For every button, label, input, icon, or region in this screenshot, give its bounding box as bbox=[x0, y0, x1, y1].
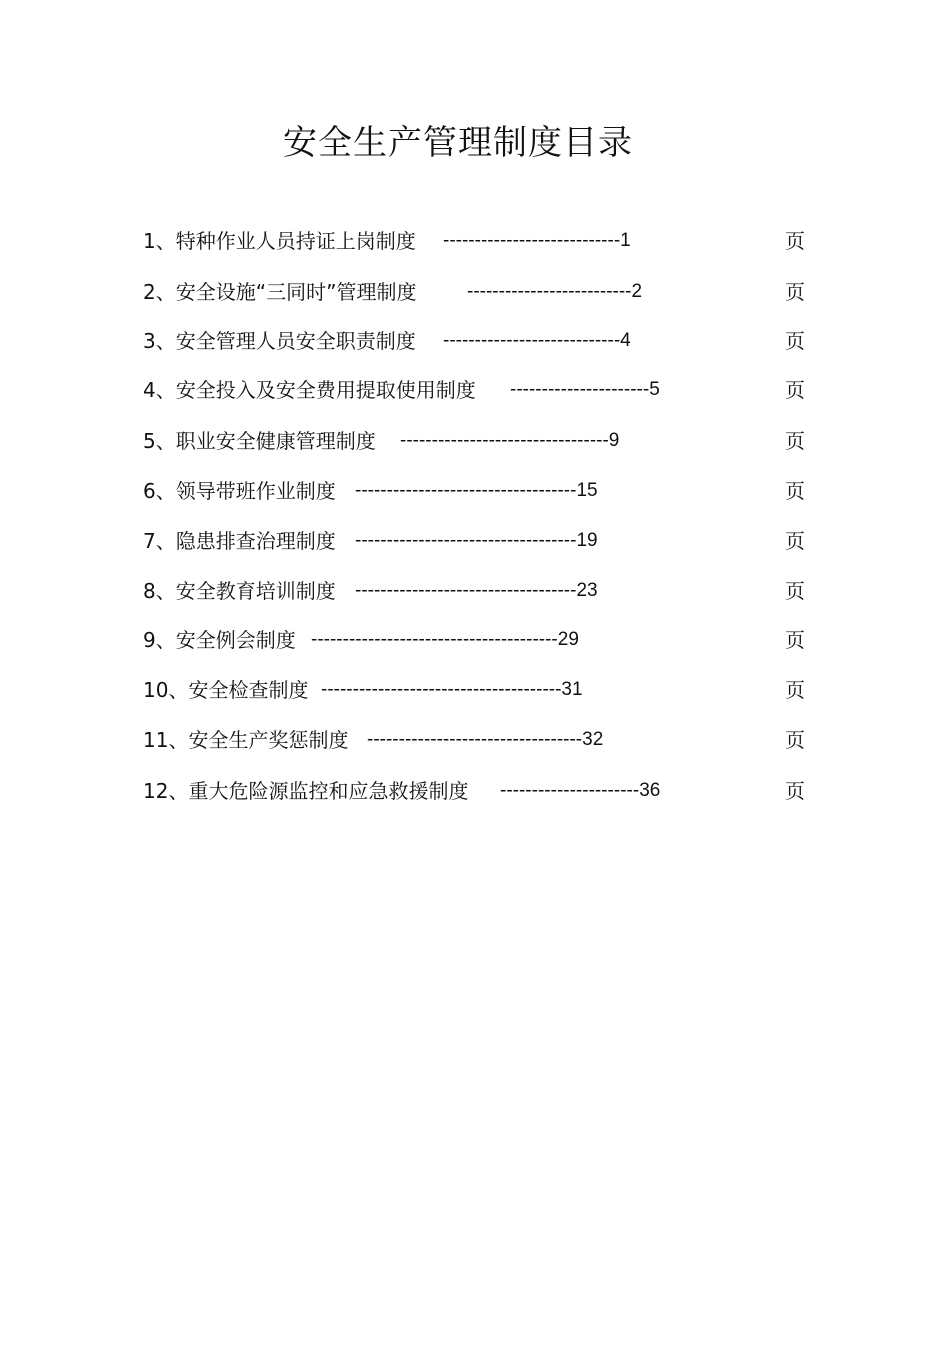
toc-entry-3 bbox=[143, 327, 823, 355]
toc-entry-page-suffix: 页 bbox=[785, 280, 805, 304]
toc-entry-page-suffix: 页 bbox=[785, 378, 805, 402]
toc-entry-leader: -----------------------------------19 bbox=[355, 530, 598, 551]
toc-entry-label: 6、领导带班作业制度 bbox=[143, 479, 336, 503]
toc-entry-5 bbox=[143, 427, 823, 455]
toc-entry-9 bbox=[143, 626, 823, 654]
toc-entry-page-suffix: 页 bbox=[785, 479, 805, 503]
toc-entry-2 bbox=[143, 278, 823, 306]
toc-entry-1 bbox=[143, 227, 823, 255]
toc-entry-11 bbox=[143, 726, 823, 754]
toc-entry-page-suffix: 页 bbox=[785, 229, 805, 253]
toc-entry-label: 8、安全教育培训制度 bbox=[143, 579, 336, 603]
toc-entry-label: 12、重大危险源监控和应急救援制度 bbox=[143, 779, 469, 803]
toc-entry-page-suffix: 页 bbox=[785, 529, 805, 553]
toc-entry-label: 10、安全检查制度 bbox=[143, 678, 309, 702]
toc-entry-label: 11、安全生产奖惩制度 bbox=[143, 728, 349, 752]
toc-entry-label: 4、安全投入及安全费用提取使用制度 bbox=[143, 378, 476, 402]
toc-entry-leader: --------------------------------------31 bbox=[321, 679, 583, 700]
toc-entry-leader: ----------------------------------32 bbox=[367, 729, 604, 750]
toc-entry-label: 3、安全管理人员安全职责制度 bbox=[143, 329, 416, 353]
toc-entry-leader: ----------------------36 bbox=[500, 780, 661, 801]
toc-entry-leader: -----------------------------------23 bbox=[355, 580, 598, 601]
toc-entry-leader: ----------------------5 bbox=[510, 379, 660, 400]
toc-entry-page-suffix: 页 bbox=[785, 779, 805, 803]
toc-entry-page-suffix: 页 bbox=[785, 728, 805, 752]
toc-entry-page-suffix: 页 bbox=[785, 579, 805, 603]
toc-entry-7 bbox=[143, 527, 823, 555]
toc-entry-page-suffix: 页 bbox=[785, 329, 805, 353]
toc-entry-label: 1、特种作业人员持证上岗制度 bbox=[143, 229, 416, 253]
toc-entry-leader: -----------------------------------15 bbox=[355, 480, 598, 501]
toc-entry-leader: ---------------------------------9 bbox=[400, 430, 620, 451]
page-title: 安全生产管理制度目录 bbox=[283, 123, 633, 163]
toc-entry-leader: ----------------------------1 bbox=[443, 230, 631, 251]
toc-entry-page-suffix: 页 bbox=[785, 429, 805, 453]
toc-entry-label: 9、安全例会制度 bbox=[143, 628, 296, 652]
toc-entry-4 bbox=[143, 376, 823, 404]
toc-entry-label: 5、职业安全健康管理制度 bbox=[143, 429, 376, 453]
toc-entry-10 bbox=[143, 676, 823, 704]
toc-entry-leader: ----------------------------4 bbox=[443, 330, 631, 351]
toc-entry-leader: --------------------------2 bbox=[467, 281, 643, 302]
toc-entry-12 bbox=[143, 777, 823, 805]
toc-entry-8 bbox=[143, 577, 823, 605]
toc-entry-leader: ---------------------------------------29 bbox=[311, 629, 579, 650]
toc-entry-6 bbox=[143, 477, 823, 505]
toc-entry-page-suffix: 页 bbox=[785, 678, 805, 702]
toc-entry-label: 7、隐患排查治理制度 bbox=[143, 529, 336, 553]
toc-entry-label: 2、安全设施“三同时”管理制度 bbox=[143, 280, 417, 304]
toc-entry-page-suffix: 页 bbox=[785, 628, 805, 652]
